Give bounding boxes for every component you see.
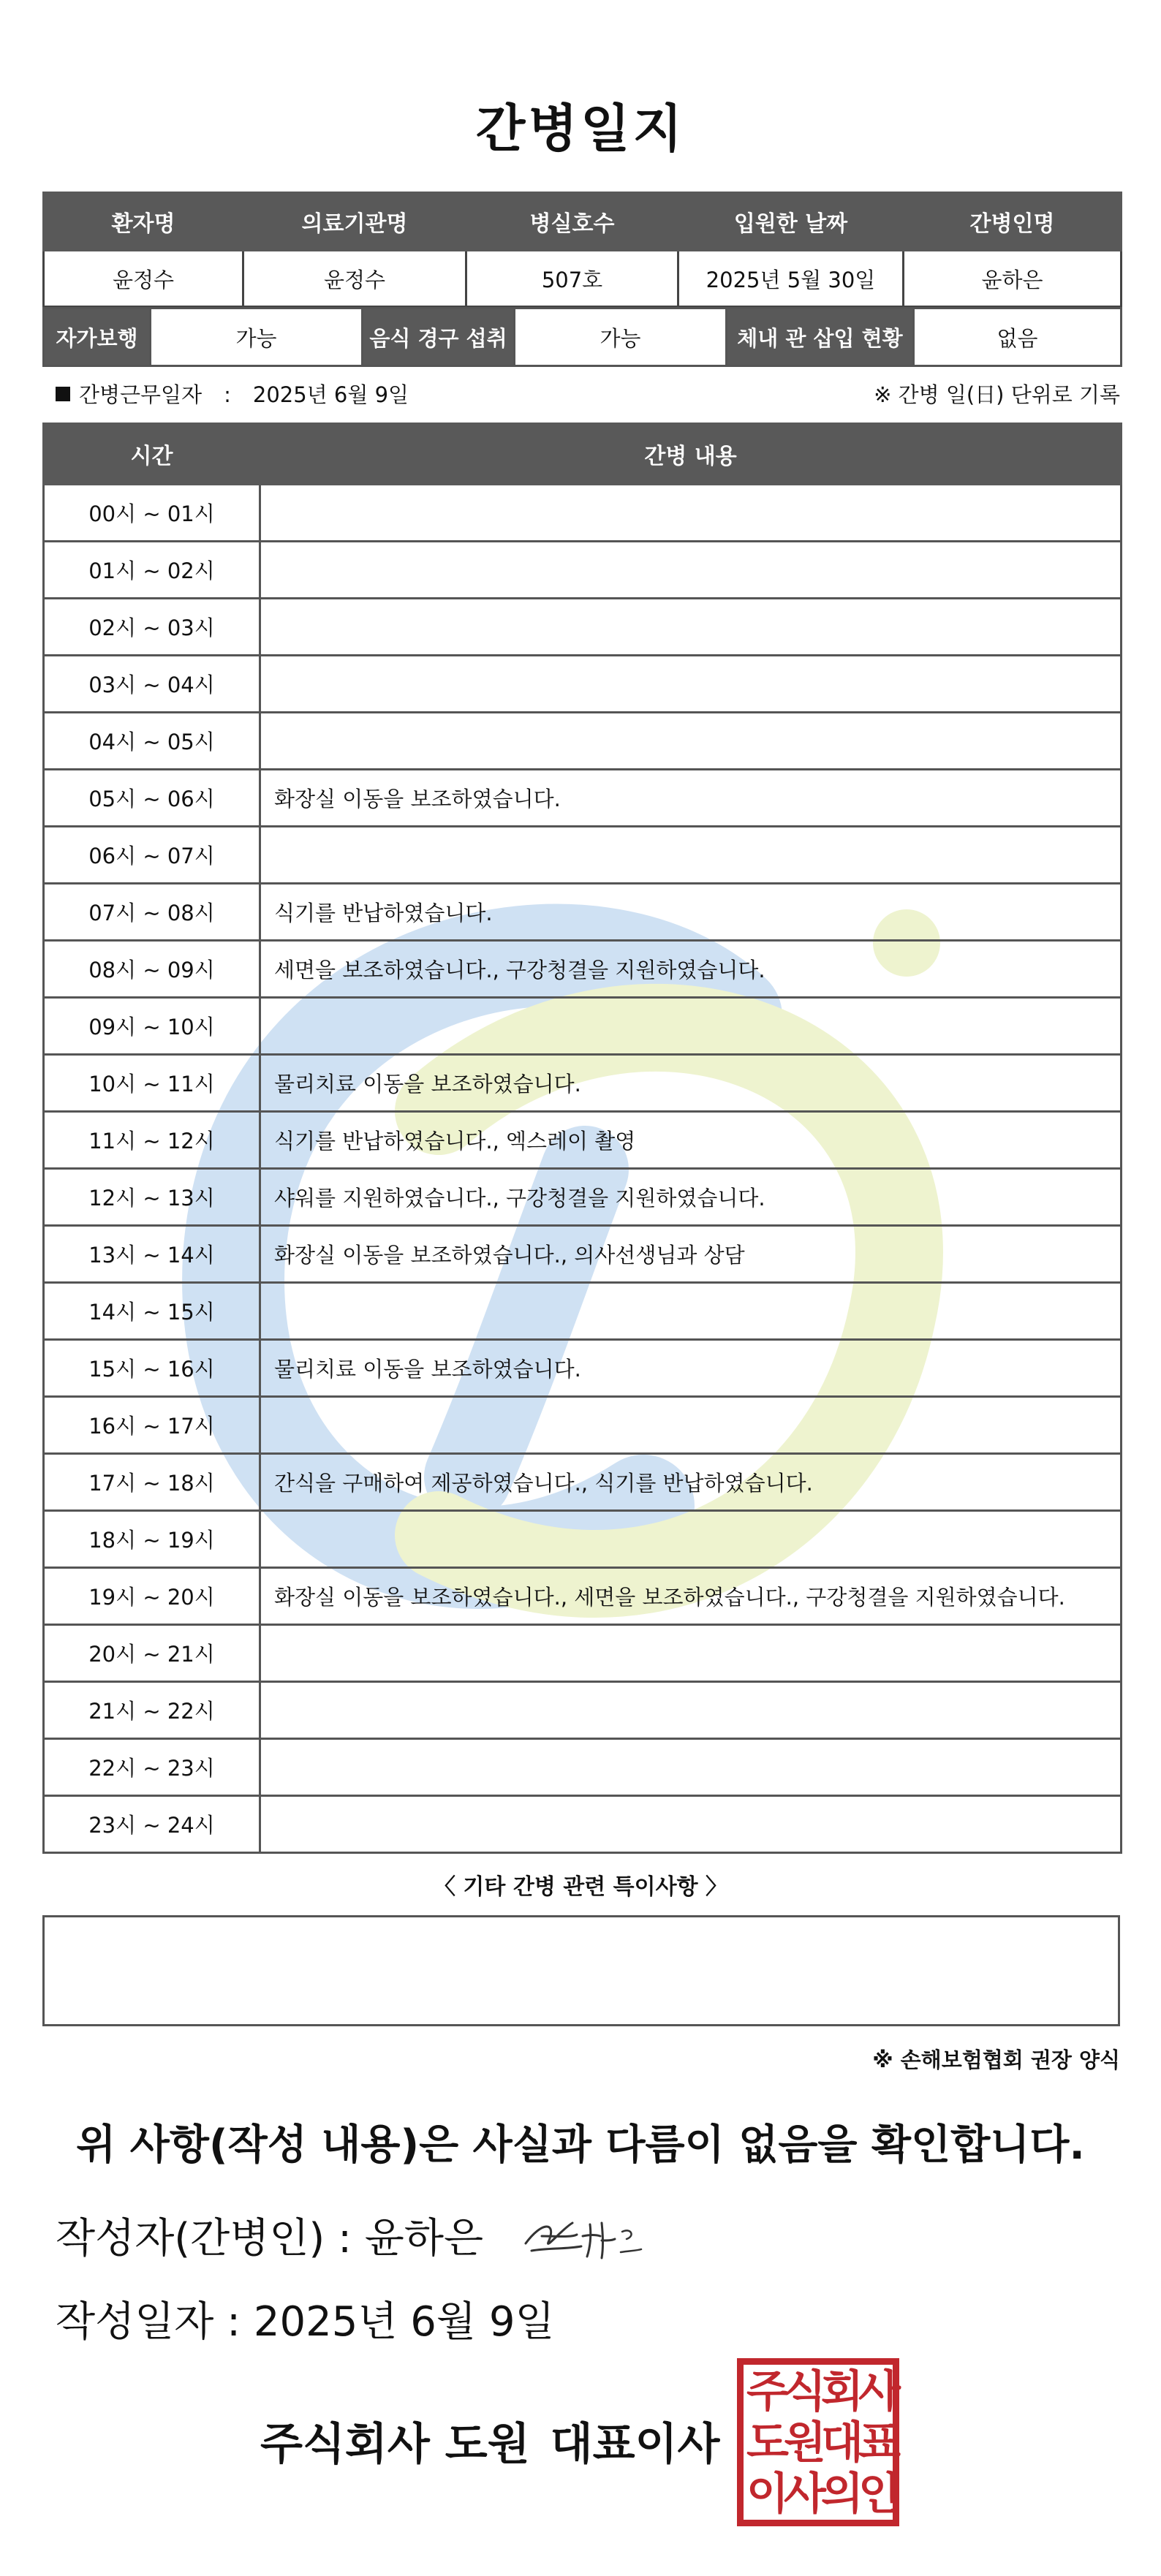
admission-date-header: 입원한 날짜 xyxy=(678,193,904,251)
care-log-time: 05시 ~ 06시 xyxy=(44,770,260,827)
care-log-row xyxy=(44,770,1122,827)
care-log-row xyxy=(44,827,1122,884)
care-log-content: 세면을 보조하였습니다., 구강청결을 지원하였습니다. xyxy=(260,941,1122,998)
care-log-row xyxy=(44,1625,1122,1682)
care-log-content xyxy=(260,827,1122,884)
caregiver-name-value: 윤하은 xyxy=(904,251,1122,307)
writer-line xyxy=(56,2206,644,2276)
room-number-value: 507호 xyxy=(466,251,678,307)
patient-name-header: 환자명 xyxy=(44,193,243,251)
caregiver-name-header: 간병인명 xyxy=(904,193,1122,251)
patient-status-table xyxy=(42,307,1122,367)
care-log-content xyxy=(260,1739,1122,1796)
care-log-row xyxy=(44,1739,1122,1796)
care-log-time: 13시 ~ 14시 xyxy=(44,1226,260,1283)
care-log-row xyxy=(44,884,1122,941)
care-log-content: 화장실 이동을 보조하였습니다., 의사선생님과 상담 xyxy=(260,1226,1122,1283)
care-log-time: 17시 ~ 18시 xyxy=(44,1454,260,1511)
work-date-value: 2025년 6월 9일 xyxy=(252,382,409,407)
care-log-content: 샤워를 지원하였습니다., 구강청결을 지원하였습니다. xyxy=(260,1169,1122,1226)
handwritten-signature xyxy=(520,2207,644,2276)
care-log-time: 03시 ~ 04시 xyxy=(44,656,260,713)
notes-box xyxy=(42,1915,1120,2026)
care-log-header-row xyxy=(44,424,1122,485)
care-log-time: 18시 ~ 19시 xyxy=(44,1511,260,1568)
notes-title: 〈 기타 간병 관련 특이사항 〉 xyxy=(433,1874,728,1900)
care-log-row xyxy=(44,542,1122,599)
care-log-row xyxy=(44,1340,1122,1397)
company-name: 주식회사 도원 xyxy=(260,2419,530,2470)
writer-name: 윤하은 xyxy=(364,2215,484,2262)
care-log-content xyxy=(260,998,1122,1055)
care-log-time: 21시 ~ 22시 xyxy=(44,1682,260,1739)
care-log-time: 12시 ~ 13시 xyxy=(44,1169,260,1226)
care-log-time: 01시 ~ 02시 xyxy=(44,542,260,599)
care-log-time: 15시 ~ 16시 xyxy=(44,1340,260,1397)
company-line xyxy=(260,2409,720,2472)
care-log-time: 06시 ~ 07시 xyxy=(44,827,260,884)
care-log-table xyxy=(42,423,1122,1854)
care-log-row xyxy=(44,1454,1122,1511)
care-log-content xyxy=(260,1511,1122,1568)
oral-intake-value: 가능 xyxy=(515,308,727,366)
care-log-content xyxy=(260,1283,1122,1340)
oral-intake-label: 음식 경구 섭취 xyxy=(363,308,515,366)
care-log-content xyxy=(260,485,1122,542)
care-log-row xyxy=(44,1226,1122,1283)
work-date-label: 간병근무일자 xyxy=(79,382,203,407)
care-log-row xyxy=(44,1283,1122,1340)
care-log-row xyxy=(44,1796,1122,1853)
care-log-row xyxy=(44,1169,1122,1226)
written-date-line xyxy=(56,2289,555,2348)
work-date-separator: : xyxy=(224,382,231,407)
work-date-line xyxy=(56,379,409,409)
room-number-header: 병실호수 xyxy=(466,193,678,251)
care-log-content: 간식을 구매하여 제공하였습니다., 식기를 반납하였습니다. xyxy=(260,1454,1122,1511)
care-log-body xyxy=(44,485,1122,1853)
care-log-time: 16시 ~ 17시 xyxy=(44,1397,260,1454)
care-log-content xyxy=(260,656,1122,713)
care-log-time: 11시 ~ 12시 xyxy=(44,1112,260,1169)
seal-row: 도 원 대 표 xyxy=(746,2417,901,2469)
written-date-label: 작성일자 : xyxy=(56,2298,241,2346)
patient-info-value-row xyxy=(44,251,1122,307)
patient-name-value: 윤정수 xyxy=(44,251,243,307)
admission-date-value: 2025년 5월 30일 xyxy=(678,251,904,307)
page-title: 간병일지 xyxy=(475,99,686,159)
patient-status-row xyxy=(44,308,1122,366)
recommended-form-note: ※ 손해보험협회 권장 양식 xyxy=(872,2047,1120,2072)
care-log-time: 09시 ~ 10시 xyxy=(44,998,260,1055)
care-log-time: 19시 ~ 20시 xyxy=(44,1568,260,1625)
care-log-row xyxy=(44,998,1122,1055)
care-log-content: 화장실 이동을 보조하였습니다., 세면을 보조하였습니다., 구강청결을 지원하였습니다. xyxy=(260,1568,1122,1625)
care-log-content xyxy=(260,1625,1122,1682)
care-log-time: 14시 ~ 15시 xyxy=(44,1283,260,1340)
care-log-content xyxy=(260,1796,1122,1853)
care-log-row xyxy=(44,1397,1122,1454)
care-log-time: 10시 ~ 11시 xyxy=(44,1055,260,1112)
walking-value: 가능 xyxy=(151,308,363,366)
care-log-row xyxy=(44,656,1122,713)
tube-status-value: 없음 xyxy=(914,308,1122,366)
care-log-time: 02시 ~ 03시 xyxy=(44,599,260,656)
writer-label: 작성자(간병인) : xyxy=(56,2215,352,2262)
confirmation-statement: 위 사항(작성 내용)은 사실과 다름이 없음을 확인합니다. xyxy=(76,2121,1085,2169)
care-log-content: 화장실 이동을 보조하였습니다. xyxy=(260,770,1122,827)
care-log-content xyxy=(260,542,1122,599)
hospital-name-value: 윤정수 xyxy=(243,251,466,307)
care-log-content: 식기를 반납하였습니다., 엑스레이 촬영 xyxy=(260,1112,1122,1169)
tube-status-label: 체내 관 삽입 현황 xyxy=(727,308,914,366)
content-column-header: 간병 내용 xyxy=(260,424,1122,485)
care-log-content xyxy=(260,1397,1122,1454)
company-seal-stamp xyxy=(737,2358,899,2526)
square-bullet-icon xyxy=(56,387,70,401)
care-log-row xyxy=(44,1112,1122,1169)
patient-info-table xyxy=(42,192,1122,308)
unit-note: ※ 간병 일(日) 단위로 기록 xyxy=(874,382,1120,407)
care-log-content: 물리치료 이동을 보조하였습니다. xyxy=(260,1340,1122,1397)
care-log-row xyxy=(44,1511,1122,1568)
care-log-time: 20시 ~ 21시 xyxy=(44,1625,260,1682)
care-log-row xyxy=(44,1682,1122,1739)
care-log-row xyxy=(44,713,1122,770)
care-log-content xyxy=(260,1682,1122,1739)
patient-info-header-row xyxy=(44,193,1122,251)
care-log-time: 00시 ~ 01시 xyxy=(44,485,260,542)
care-log-row xyxy=(44,485,1122,542)
care-log-time: 08시 ~ 09시 xyxy=(44,941,260,998)
company-title: 대표이사 xyxy=(550,2419,720,2470)
time-column-header: 시간 xyxy=(44,424,260,485)
care-log-row xyxy=(44,941,1122,998)
care-log-time: 22시 ~ 23시 xyxy=(44,1739,260,1796)
care-log-row xyxy=(44,599,1122,656)
seal-row: 이 사 의 인 xyxy=(746,2469,901,2520)
care-log-content: 물리치료 이동을 보조하였습니다. xyxy=(260,1055,1122,1112)
seal-row: 주 식 회 사 xyxy=(746,2366,901,2417)
care-log-time: 07시 ~ 08시 xyxy=(44,884,260,941)
care-log-row xyxy=(44,1055,1122,1112)
written-date-value: 2025년 6월 9일 xyxy=(253,2298,555,2346)
hospital-name-header: 의료기관명 xyxy=(243,193,466,251)
care-log-content xyxy=(260,713,1122,770)
care-log-content xyxy=(260,599,1122,656)
care-log-time: 04시 ~ 05시 xyxy=(44,713,260,770)
care-log-content: 식기를 반납하였습니다. xyxy=(260,884,1122,941)
care-log-time: 23시 ~ 24시 xyxy=(44,1796,260,1853)
walking-label: 자가보행 xyxy=(44,308,151,366)
care-log-row xyxy=(44,1568,1122,1625)
